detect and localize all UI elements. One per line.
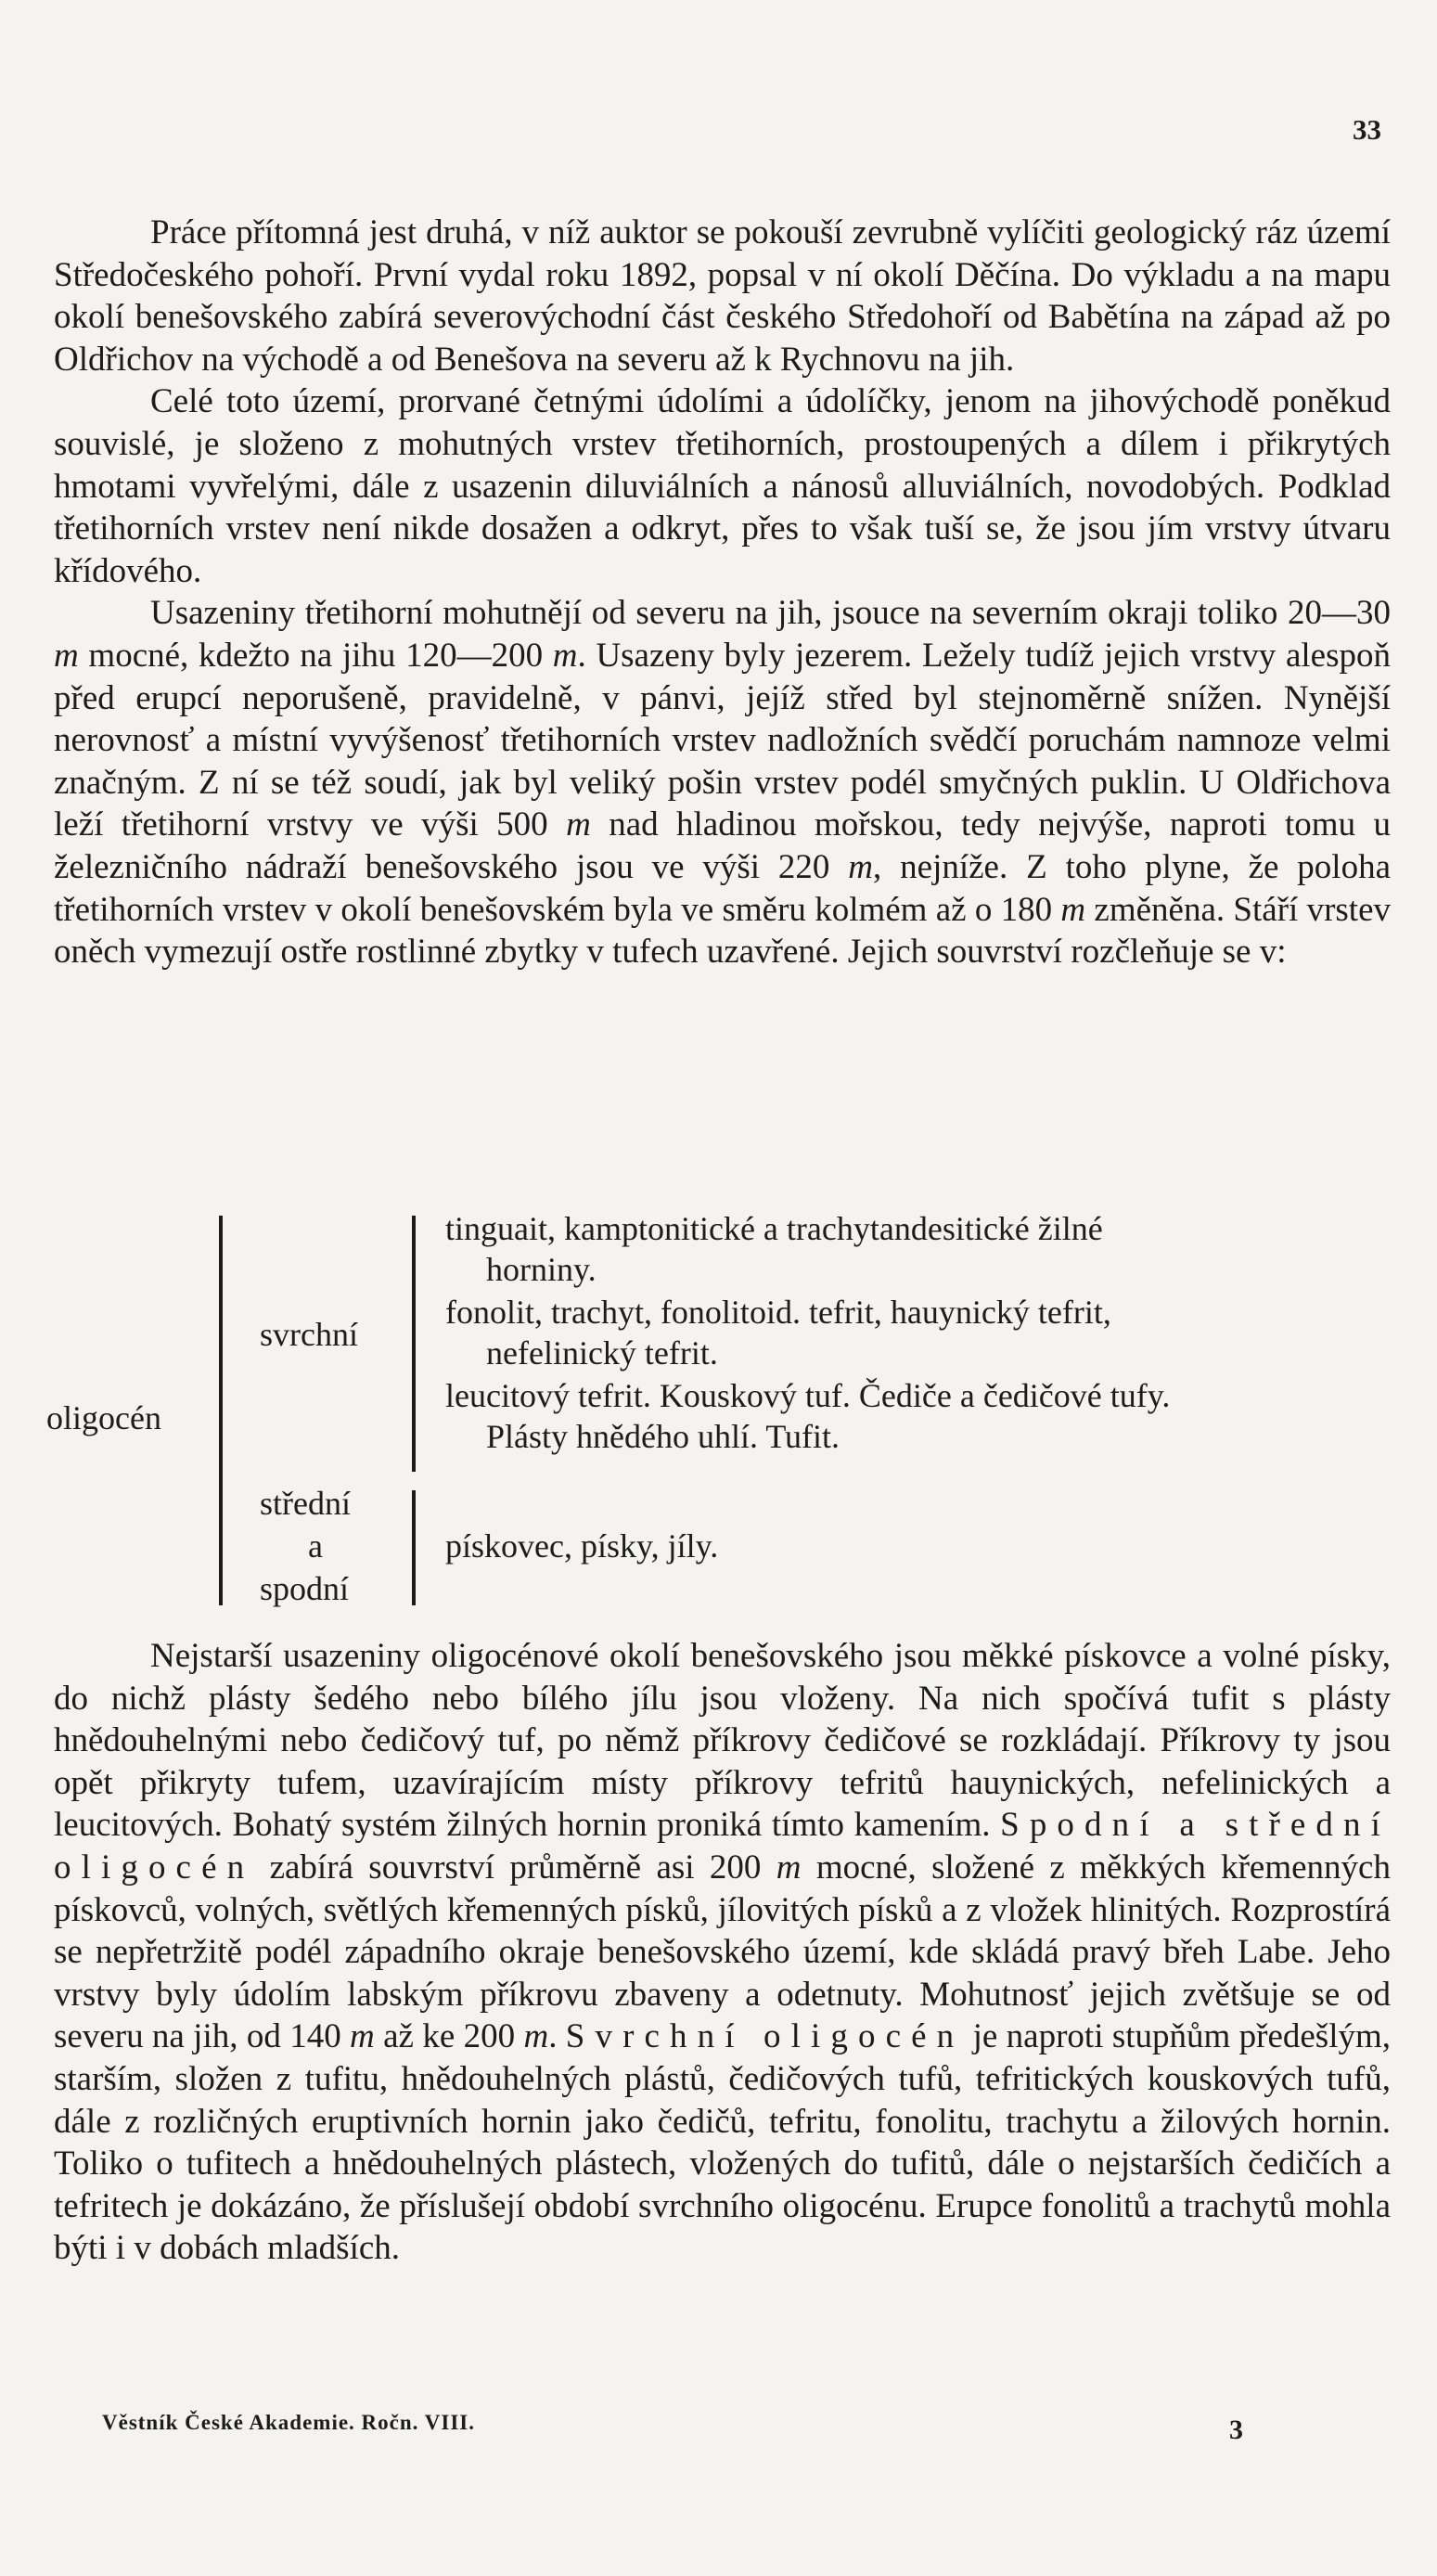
upper-row-1: tinguait, kamptonitické a trachytandesitické žilné horniny. [445,1210,1103,1288]
spaced-term: Svrchní oligocén [565,2017,965,2056]
unit-meter: m [54,636,79,675]
paragraph-2: Celé toto území, prorvané četnými údolími a údolíčky, jenom na jihovýchodě poněkud souvislé, je složeno z mohutných vrstev třetihorních, prostoupených a dílem i přikrytých hmotami vyvřelými, dále z usazenin diluviálních a nánosů alluviálních, novodobých. Podklad třetihorních vrstev není nikde dosažen a odkryt, přes to však tuší se, že jsou jím vrstvy útvaru křídového. [54,382,1391,590]
upper-stage-label: svrchní [260,1316,358,1353]
strata-table [37,1204,1401,1613]
lower-brace [412,1490,416,1605]
paragraph-4: Nejstarší usazeniny oligocénové okolí benešovského jsou měkké pískovce a volné písky, do nichž plásty šedého nebo bílého jílu jsou vloženy. Na nich spočívá tufit s plásty hnědouhelnými nebo čedičový tuf, po němž příkrovy čedičové se rozkládají. Příkrovy ty jsou opět přikryty tufem, uzavírajícím místy příkrovy tefritů hauynických, nefelinických a leucitových. Bohatý systém žilných hornin proniká tímto kamením. Spodní a střední oligocén zabírá souvrství průměrně asi 200 m mocné, složené z měkkých křemenných pískovců, volných, světlých křemenných písků, jílovitých písků a z vložek hlinitých. Rozprostírá se nepřetržitě podél západního okraje benešovského území, kde skládá pravý břeh Labe. Jeho vrstvy byly údolím labským příkrovu zbaveny a odetnuty. Mohutnosť jejich zvětšuje se od severu na jih, od 140 m až ke 200 m. Svrchní oligocén je naproti stupňům předešlým, starším, složen z tufitu, hnědouhelných plástů, čedičových tufů, tefritických kouskových tufů, dále z rozličných eruptivních hornin jako čedičů, tefritu, fonolitu, trachytu a žilových hornin. Toliko o tufitech a hnědouhelných plástech, vložených do tufitů, dále o nejstarších čedičích a tefritech je dokázáno, že příslušejí období svrchního oligocénu. Erupce fonolitů a trachytů mohla býti i v dobách mladších. [54,1637,1392,2268]
unit-meter: m [1060,890,1086,929]
unit-meter: m [350,2017,375,2056]
text-block-top [54,212,1391,973]
upper-brace [412,1216,416,1472]
spaced-term: Spodní a střední oligocén [54,1806,1391,1887]
upper-row-2: fonolit, trachyt, fonolitoid. tefrit, hauynický tefrit, nefelinický tefrit. [445,1294,1111,1372]
lower-row: pískovec, písky, jíly. [445,1527,719,1565]
epoch-label: oligocén [46,1399,161,1436]
paragraph-3: Usazeniny třetihorní mohutnějí od severu na jih, jsouce na severním okraji toliko 20—30 m mocné, kdežto na jihu 120—200 m. Usazeny byly jezerem. Ležely tudíž jejich vrstvy alespoň před erupcí neporušeně, pravidelně, v pánvi, jejíž střed byl stejnoměrně snížen. Nynější nerovnosť a místní vyvýšenosť třetihorních vrstev nadložních svědčí poruchám namnoze velmi značným. Z ní se též soudí, jak byl veliký pošin vrstev podél smyčných puklin. U Oldřichova leží třetihorní vrstvy ve výši 500 m nad hladinou mořskou, tedy nejvýše, naproti tomu u železničního nádraží benešovského jsou ve výši 220 m, nejníže. Z toho plyne, že poloha třetihorních vrstev v okolí benešovském byla ve směru kolmém až o 180 m změněna. Stáří vrstev oněch vymezují ostře rostlinné zbytky v tufech uzavřené. Jejich souvrství rozčleňuje se v: [54,594,1392,972]
lower-stage-label-2: a [308,1527,323,1565]
journal-footer: Věstník České Akademie. Ročn. VIII. [102,2411,475,2434]
unit-meter: m [523,2017,549,2056]
lower-stage-label-1: střední [260,1485,351,1522]
paragraph-1: Práce přítomná jest druhá, v níž auktor se pokouší zevrubně vylíčiti geologický ráz území Středočeského pohoří. První vydal roku 1892, popsal v ní okolí Děčína. Do výkladu a na mapu okolí benešovského zabírá severovýchodní část českého Středohoří od Babětína na západ až po Oldřichov na východě a od Benešova na severu až k Rychnovu na jih. [54,213,1391,379]
unit-meter: m [776,1848,802,1887]
epoch-brace [219,1216,223,1605]
unit-meter: m [552,636,578,675]
upper-row-3: leucitový tefrit. Kouskový tuf. Čediče a čedičové tufy. Plásty hnědého uhlí. Tufit. [445,1377,1171,1455]
lower-stage-label-3: spodní [260,1570,350,1607]
signature-mark: 3 [1229,2415,1243,2445]
unit-meter: m [848,847,874,886]
text-block-bottom [54,1635,1391,2270]
page-number: 33 [1353,113,1381,146]
unit-meter: m [566,805,591,844]
